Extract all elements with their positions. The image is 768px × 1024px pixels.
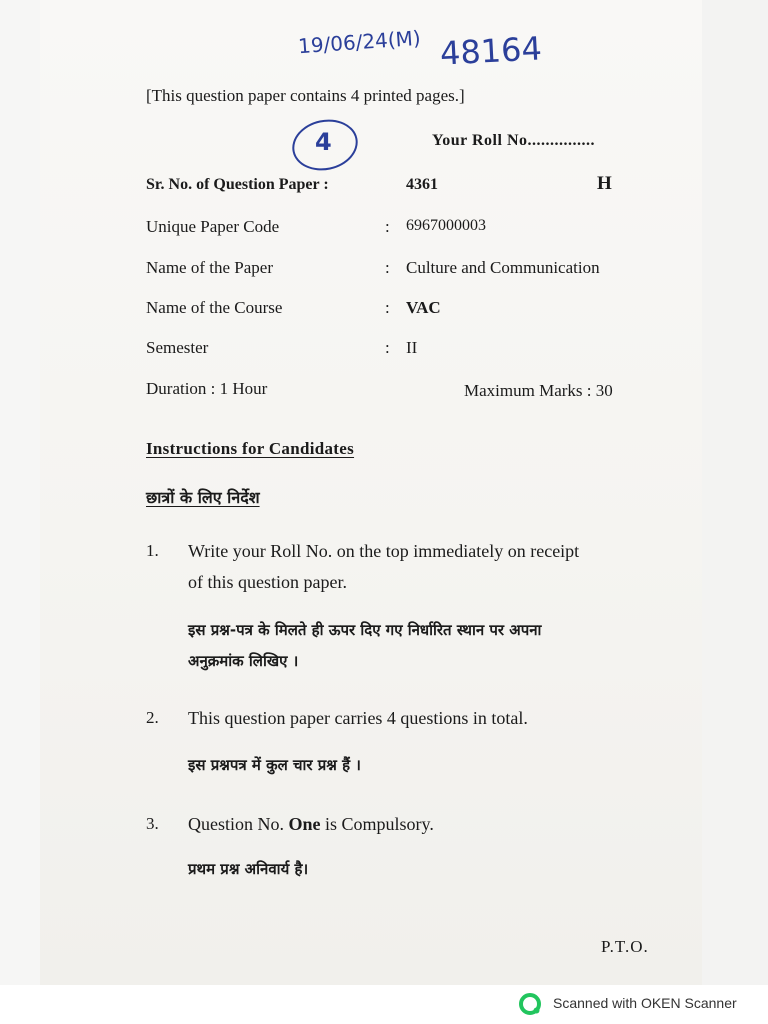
instruction-number-2: 2. — [146, 708, 159, 727]
course-name-colon: : — [385, 298, 390, 317]
oken-logo-icon — [518, 992, 542, 1016]
question-paper-page — [40, 0, 702, 985]
instruction-2-english-line-1: This question paper carries 4 questions in total. — [188, 708, 528, 728]
set-code: H — [597, 173, 612, 194]
paper-name-label: Name of the Paper — [146, 258, 273, 277]
scanner-footer — [0, 985, 768, 1024]
semester-colon: : — [385, 338, 390, 357]
instructions-heading-hindi: छात्रों के लिए निर्देश — [146, 488, 260, 507]
instruction-1-hindi-line-1: इस प्रश्न-पत्र के मिलते ही ऊपर दिए गए निर्धारित स्थान पर अपना — [188, 621, 542, 639]
unique-paper-code-colon: : — [385, 217, 390, 236]
instruction-3-text-post: is Compulsory. — [325, 814, 434, 834]
scan-margin — [0, 0, 40, 985]
paper-name-colon: : — [385, 258, 390, 277]
instruction-1-hindi-line-2: अनुक्रमांक लिखिए । — [188, 652, 299, 670]
instruction-3-hindi-line-1: प्रथम प्रश्न अनिवार्य है। — [188, 860, 309, 878]
roll-number-field: Your Roll No............... — [432, 132, 595, 149]
instruction-1-english-line-2: of this question paper. — [188, 572, 347, 592]
semester-label: Semester — [146, 338, 209, 357]
maximum-marks: Maximum Marks : 30 — [464, 381, 613, 400]
circled-mark-number: 4 — [315, 128, 332, 156]
handwritten-date-note: 19/06/24(M) — [297, 25, 422, 59]
pages-note: [This question paper contains 4 printed pages.] — [146, 86, 465, 105]
instruction-3-english-line-1 — [188, 814, 434, 835]
unique-paper-code-value: 6967000003 — [406, 217, 486, 234]
instructions-heading-english: Instructions for Candidates — [146, 439, 355, 458]
instruction-number-1: 1. — [146, 541, 159, 560]
please-turn-over: P.T.O. — [601, 937, 649, 956]
semester-value: II — [406, 338, 418, 357]
unique-paper-code-label: Unique Paper Code — [146, 217, 280, 236]
sr-no-label: Sr. No. of Question Paper : — [146, 176, 329, 193]
course-name-value: VAC — [406, 298, 441, 317]
duration: Duration : 1 Hour — [146, 379, 268, 398]
handwritten-code-note: 48164 — [439, 29, 543, 73]
instruction-3-text-pre: Question No. — [188, 814, 284, 834]
instruction-number-3: 3. — [146, 814, 159, 833]
instruction-3-text-bold: One — [288, 814, 321, 834]
paper-name-value: Culture and Communication — [406, 258, 600, 277]
instruction-1-english-line-1: Write your Roll No. on the top immediately on receipt — [188, 541, 580, 561]
sr-no-value: 4361 — [406, 176, 438, 193]
scanner-watermark-label: Scanned with OKEN Scanner — [553, 995, 737, 1011]
instruction-2-hindi-line-1: इस प्रश्नपत्र में कुल चार प्रश्न हैं । — [188, 756, 361, 774]
course-name-label: Name of the Course — [146, 298, 283, 317]
